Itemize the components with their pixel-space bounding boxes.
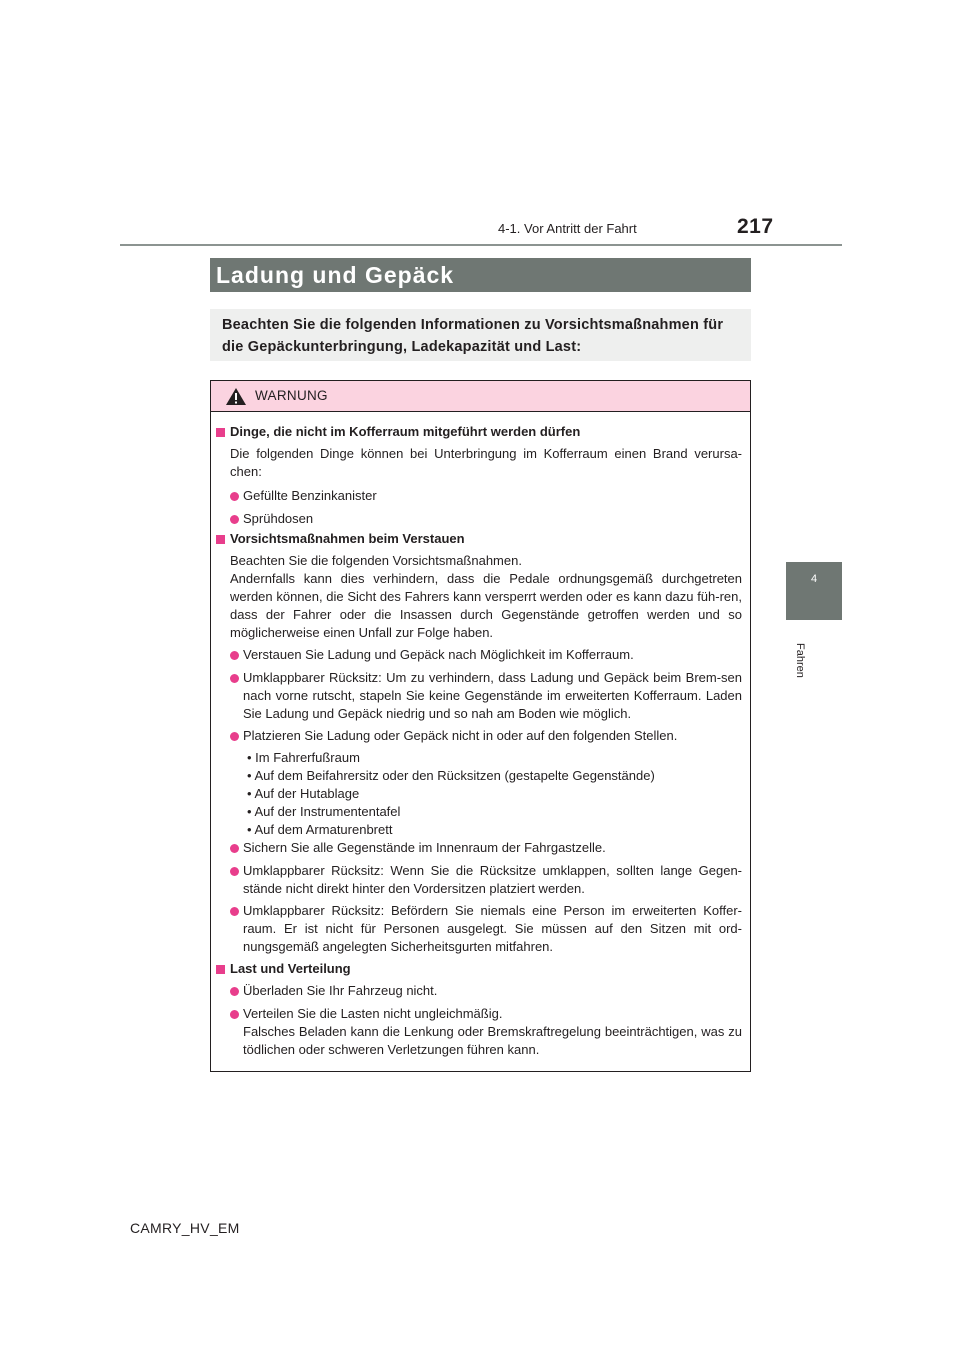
warning-box [210, 380, 751, 1072]
intro-text: Beachten Sie die folgenden Informationen zu Vorsichtsmaßnahmen für die Gepäckunterbringung, Ladekapazität und Last: [222, 317, 724, 355]
list-item: Umklappbarer Rücksitz: Wenn Sie die Rücksitze umklappen, sollten lange Gegen-stände nicht direkt hinter den Vordersitzen platziert werden. [243, 863, 742, 896]
list-item: Umklappbarer Rücksitz: Befördern Sie niemals eine Person im erweiterten Koffer-raum. Er ist nicht für Personen ausgelegt. Sie müssen auf den Sitzen mit ord-nungsgemäß angelegten Sicherheitsgurten mitfahren. [243, 903, 742, 954]
list-item: Sichern Sie alle Gegenstände im Innenraum der Fahrgastzelle. [243, 840, 606, 855]
bullet-marker [230, 844, 239, 853]
section-text: Die folgenden Dinge können bei Unterbringung im Kofferraum einen Brand verursa-chen: [230, 446, 742, 479]
bullet-marker [230, 907, 239, 916]
list-item: Verteilen Sie die Lasten nicht ungleichmäßig. [243, 1006, 503, 1021]
warning-header [211, 381, 750, 412]
bullet-marker [230, 732, 239, 741]
section-title: 4-1. Vor Antritt der Fahrt [498, 221, 637, 236]
chapter-tab [786, 562, 842, 620]
sub-item: • Auf dem Armaturenbrett [247, 822, 393, 837]
list-item-continuation: Falsches Beladen kann die Lenkung oder Bremskraftregelung beeinträchtigen, was zu tödlichen oder schweren Verletzungen führen kann. [243, 1024, 742, 1057]
section-marker [216, 535, 225, 544]
list-item: Überladen Sie Ihr Fahrzeug nicht. [243, 983, 438, 998]
sub-item: • Im Fahrerfußraum [247, 750, 360, 765]
sub-item: • Auf der Instrumententafel [247, 804, 401, 819]
sub-item: • Auf der Hutablage [247, 786, 360, 801]
chapter-number: 4 [810, 573, 818, 585]
section-heading: Last und Verteilung [230, 961, 351, 976]
bullet-marker [230, 987, 239, 996]
section-heading: Dinge, die nicht im Kofferraum mitgeführt werden dürfen [230, 424, 581, 439]
page-title: Ladung und Gepäck [216, 262, 455, 288]
bullet-marker [230, 515, 239, 524]
list-item: Umklappbarer Rücksitz: Um zu verhindern, dass Ladung und Gepäck beim Brem-sen nach vorne rutscht, stapeln Sie keine Gegenstände im erweiterten Kofferraum. Laden Sie Ladung und Gepäck niedrig und so nah am Boden wie möglich. [243, 670, 742, 721]
sub-item: • Auf dem Beifahrersitz oder den Rücksitzen (gestapelte Gegenstände) [247, 768, 655, 783]
section-heading: Vorsichtsmaßnahmen beim Verstauen [230, 531, 465, 546]
section-text: Beachten Sie die folgenden Vorsichtsmaßnahmen. [230, 553, 522, 568]
list-item: Gefüllte Benzinkanister [243, 488, 377, 503]
section-marker [216, 965, 225, 974]
bullet-marker [230, 1010, 239, 1019]
page-number: 217 [737, 215, 774, 238]
footer-code: CAMRY_HV_EM [130, 1220, 240, 1236]
warning-triangle-icon [225, 387, 247, 406]
section-text: Andernfalls kann dies verhindern, dass die Pedale ordnungsgemäß durchgetreten werden können, die Sicht des Fahrers kann versperrt werden oder es kann dazu füh-ren, dass der Fahrer oder die Insassen durch Gegenstände getroffen werden und so möglicherweise einen Unfall zur Folge haben. [230, 571, 742, 640]
section-marker [216, 428, 225, 437]
list-item: Platzieren Sie Ladung oder Gepäck nicht in oder auf den folgenden Stellen. [243, 728, 678, 743]
header-rule [120, 244, 842, 246]
warning-title: WARNUNG [255, 388, 328, 403]
bullet-marker [230, 867, 239, 876]
list-item: Verstauen Sie Ladung und Gepäck nach Möglichkeit im Kofferraum. [243, 647, 634, 662]
list-item: Sprühdosen [243, 511, 314, 526]
bullet-marker [230, 492, 239, 501]
bullet-marker [230, 674, 239, 683]
bullet-marker [230, 651, 239, 660]
chapter-label: Fahren [794, 643, 806, 678]
